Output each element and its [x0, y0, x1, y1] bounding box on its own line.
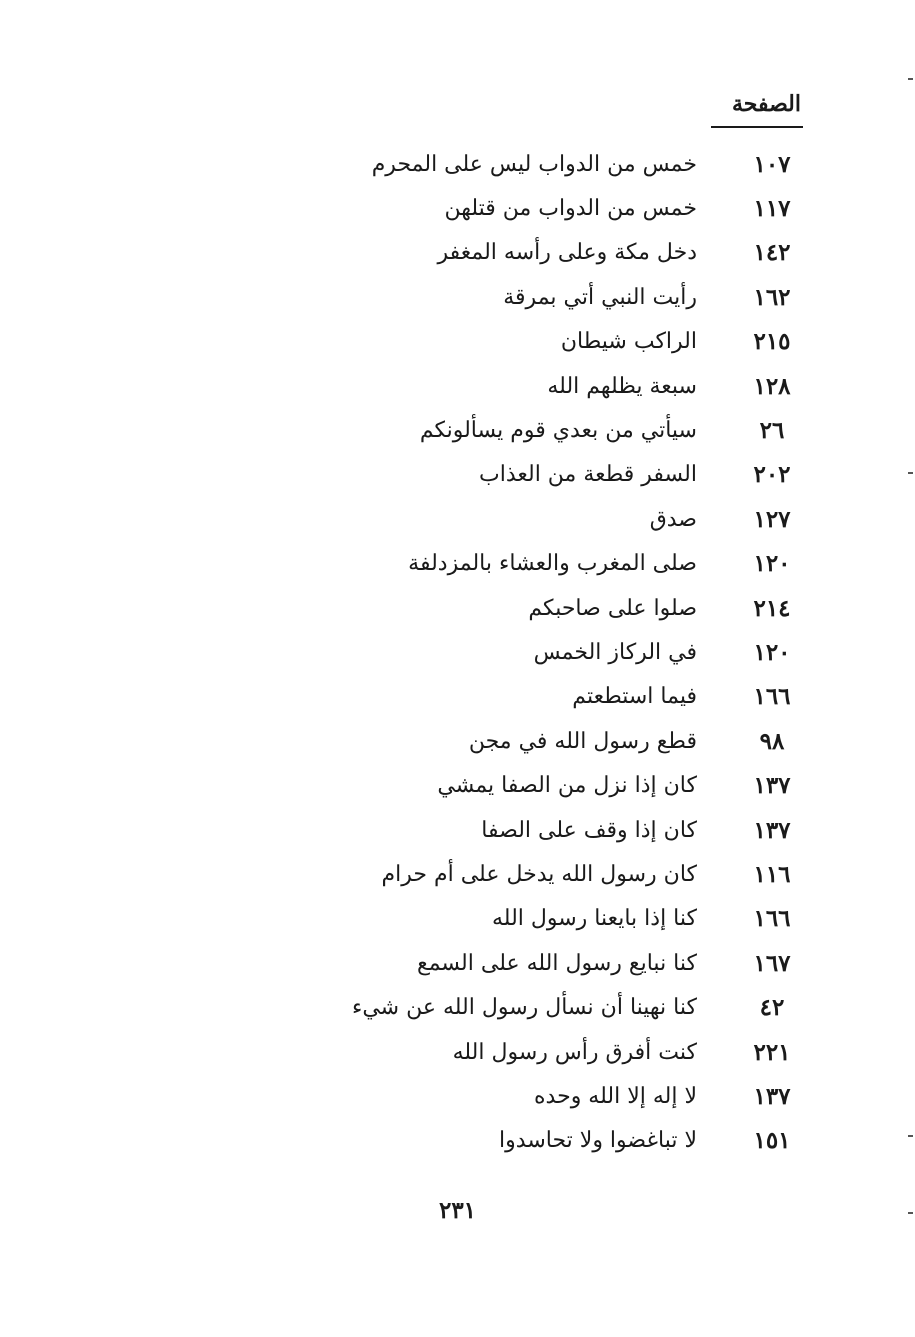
index-row	[245, 453, 805, 497]
entry-text: الراكب شيطان	[560, 329, 697, 355]
index-row	[245, 408, 805, 452]
entry-page-number: ١٣٧	[753, 816, 791, 844]
index-row	[245, 231, 805, 275]
column-header	[711, 86, 803, 128]
index-row	[245, 275, 805, 319]
index-row	[245, 852, 805, 896]
entry-text: صدق	[649, 506, 697, 532]
index-row	[245, 186, 805, 230]
index-row	[245, 941, 805, 985]
entry-page-number: ١٦٧	[753, 949, 791, 977]
entry-page-number: ١٣٧	[753, 772, 791, 800]
index-row	[245, 320, 805, 364]
index-row	[245, 985, 805, 1029]
entry-page-number: ١٠٧	[753, 150, 791, 178]
index-row	[245, 1030, 805, 1074]
footer-page-number: ٢٣١	[438, 1197, 477, 1224]
margin-tick	[908, 1212, 913, 1214]
margin-tick	[908, 78, 913, 80]
entry-text: سيأتي من بعدي قوم يسألونكم	[419, 418, 697, 444]
entry-page-number: ٢٢١	[753, 1038, 791, 1066]
entry-text: كان إذا نزل من الصفا يمشي	[437, 773, 697, 799]
entry-text: رأيت النبي أتي بمرقة	[503, 284, 697, 310]
index-row	[245, 808, 805, 852]
index-row	[245, 1119, 805, 1163]
entry-text: كنا نبايع رسول الله على السمع	[417, 950, 697, 976]
index-row	[245, 897, 805, 941]
entry-text: كان إذا وقف على الصفا	[481, 817, 697, 843]
entry-text: لا إله إلا الله وحده	[534, 1083, 697, 1109]
entry-text: خمس من الدواب ليس على المحرم	[371, 151, 697, 177]
entry-text: كنا نهينا أن نسأل رسول الله عن شيء	[351, 995, 697, 1021]
entry-page-number: ٤٢	[759, 994, 785, 1022]
entry-page-number: ١٦٢	[753, 283, 791, 311]
entry-page-number: ١٦٦	[753, 905, 791, 933]
entry-text: صلى المغرب والعشاء بالمزدلفة	[408, 551, 697, 577]
index-row	[245, 542, 805, 586]
entry-page-number: ١٥١	[753, 1127, 791, 1155]
entry-text: خمس من الدواب من قتلهن	[444, 196, 697, 222]
page-column-label: الصفحة	[731, 91, 801, 117]
index-row	[245, 142, 805, 186]
entry-page-number: ٩٨	[759, 727, 785, 755]
entry-text: كان رسول الله يدخل على أم حرام	[381, 861, 697, 887]
index-row	[245, 586, 805, 630]
index-row	[245, 630, 805, 674]
index-row	[245, 675, 805, 719]
index-row	[245, 763, 805, 807]
entry-page-number: ١٣٧	[753, 1082, 791, 1110]
index-row	[245, 719, 805, 763]
entry-text: كنت أفرق رأس رسول الله	[452, 1039, 697, 1065]
entry-page-number: ١٢٠	[753, 550, 791, 578]
entry-page-number: ٢٦	[759, 417, 785, 445]
entry-page-number: ١٦٦	[753, 683, 791, 711]
header-underline	[711, 126, 803, 128]
entry-page-number: ١٢٠	[753, 638, 791, 666]
entry-text: صلوا على صاحبكم	[528, 595, 697, 621]
entry-text: دخل مكة وعلى رأسه المغفر	[437, 240, 697, 266]
margin-tick	[908, 1135, 913, 1137]
entry-page-number: ١٤٢	[753, 239, 791, 267]
entry-text: قطع رسول الله في مجن	[468, 728, 697, 754]
margin-tick	[908, 472, 913, 474]
entry-page-number: ٢١٥	[753, 328, 791, 356]
index-row	[245, 364, 805, 408]
index-list	[245, 142, 805, 1163]
entry-text: فيما استطعتم	[572, 684, 697, 710]
entry-text: في الركاز الخمس	[533, 639, 697, 665]
entry-page-number: ٢١٤	[753, 594, 791, 622]
index-row	[245, 497, 805, 541]
entry-text: سبعة يظلهم الله	[547, 373, 697, 399]
entry-page-number: ١١٧	[753, 195, 791, 223]
entry-page-number: ١٢٨	[753, 372, 791, 400]
entry-text: كنا إذا بايعنا رسول الله	[491, 906, 697, 932]
entry-page-number: ١٢٧	[753, 505, 791, 533]
entry-text: لا تباغضوا ولا تحاسدوا	[499, 1128, 697, 1154]
entry-text: السفر قطعة من العذاب	[479, 462, 697, 488]
entry-page-number: ٢٠٢	[753, 461, 791, 489]
index-row	[245, 1074, 805, 1118]
entry-page-number: ١١٦	[753, 860, 791, 888]
